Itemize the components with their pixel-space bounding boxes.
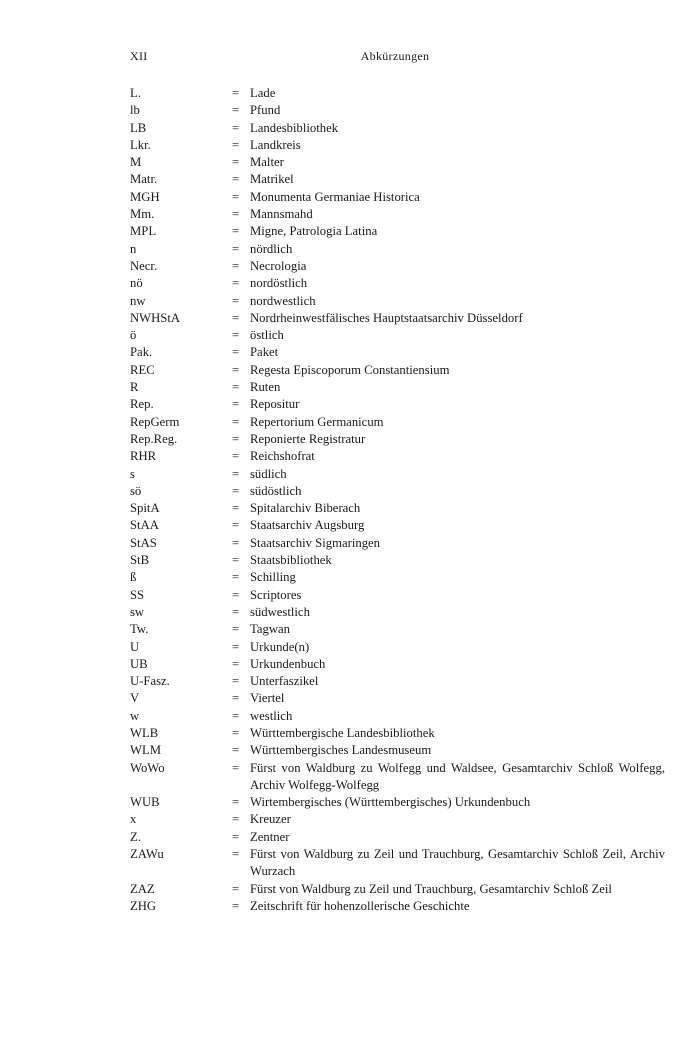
- abbreviation-term: Lkr.: [130, 137, 151, 152]
- abbreviation-entry: [130, 396, 665, 413]
- abbreviation-entry: [130, 604, 665, 621]
- equals-sign: =: [232, 743, 240, 758]
- equals-sign: =: [232, 207, 240, 222]
- equals-sign: =: [232, 120, 240, 135]
- equals-sign: =: [232, 189, 240, 204]
- abbreviation-term: NWHStA: [130, 310, 181, 325]
- equals-sign: =: [232, 276, 240, 291]
- abbreviation-entry: [130, 500, 665, 517]
- abbreviation-term: LB: [130, 120, 147, 135]
- abbreviation-entry: [130, 189, 665, 206]
- abbreviation-entry: [130, 448, 665, 465]
- abbreviation-term: x: [130, 812, 137, 827]
- abbreviation-term: StAS: [130, 535, 157, 550]
- abbreviation-entry: [130, 725, 665, 742]
- abbreviation-term: n: [130, 241, 137, 256]
- abbreviation-definition: Viertel: [250, 691, 285, 706]
- abbreviation-term: Matr.: [130, 172, 158, 187]
- abbreviation-entry: [130, 241, 665, 258]
- abbreviation-definition: Württembergische Landesbibliothek: [250, 725, 435, 740]
- equals-sign: =: [232, 847, 240, 862]
- equals-sign: =: [232, 310, 240, 325]
- abbreviation-term: Pak.: [130, 345, 153, 360]
- abbreviation-term: V: [130, 691, 140, 706]
- abbreviation-term: lb: [130, 103, 140, 118]
- abbreviation-entry: [130, 85, 665, 102]
- abbreviation-definition: südwestlich: [250, 604, 310, 619]
- abbreviation-entry: [130, 569, 665, 586]
- abbreviation-definition: Fürst von Waldburg zu Zeil und Trauchburg, Gesamtarchiv Schloß Zeil, Archiv Wurzach: [250, 847, 665, 879]
- equals-sign: =: [232, 86, 240, 100]
- abbreviation-definition: Landesbibliothek: [250, 120, 339, 135]
- page-number: XII: [130, 49, 148, 63]
- equals-sign: =: [232, 431, 240, 446]
- equals-sign: =: [232, 587, 240, 602]
- equals-sign: =: [232, 708, 240, 723]
- abbreviation-entry: [130, 431, 665, 448]
- abbreviation-entry: [130, 846, 665, 881]
- abbreviation-definition: westlich: [250, 708, 293, 723]
- abbreviation-definition: Scriptores: [250, 587, 302, 602]
- abbreviation-entry: [130, 587, 665, 604]
- abbreviation-entry: [130, 137, 665, 154]
- abbreviation-term: SpitA: [130, 501, 160, 516]
- equals-sign: =: [232, 137, 240, 152]
- abbreviation-term: ß: [130, 570, 137, 585]
- equals-sign: =: [232, 604, 240, 619]
- abbreviation-definition: Staatsbibliothek: [250, 553, 332, 568]
- equals-sign: =: [232, 760, 240, 775]
- equals-sign: =: [232, 501, 240, 516]
- equals-sign: =: [232, 795, 240, 810]
- abbreviation-term: U: [130, 639, 140, 654]
- equals-sign: =: [232, 449, 240, 464]
- abbreviation-term: WLM: [130, 743, 162, 758]
- abbreviation-entry: [130, 362, 665, 379]
- abbreviation-entry: [130, 898, 665, 915]
- abbreviation-term: nö: [130, 276, 143, 291]
- abbreviation-list: [130, 85, 665, 915]
- abbreviation-definition: Necrologia: [250, 258, 307, 273]
- abbreviation-term: ZHG: [130, 898, 157, 913]
- abbreviation-entry: [130, 794, 665, 811]
- abbreviation-definition: Lade: [250, 86, 276, 100]
- abbreviation-definition: Repositur: [250, 397, 300, 412]
- equals-sign: =: [232, 258, 240, 273]
- abbreviation-term: Z.: [130, 829, 141, 844]
- abbreviation-definition: Schilling: [250, 570, 296, 585]
- abbreviation-term: ö: [130, 328, 137, 343]
- equals-sign: =: [232, 812, 240, 827]
- abbreviation-term: nw: [130, 293, 146, 308]
- equals-sign: =: [232, 362, 240, 377]
- equals-sign: =: [232, 898, 240, 913]
- abbreviation-entry: [130, 881, 665, 898]
- equals-sign: =: [232, 553, 240, 568]
- abbreviation-definition: Tagwan: [250, 622, 290, 637]
- equals-sign: =: [232, 414, 240, 429]
- abbreviation-definition: Reponierte Registratur: [250, 431, 366, 446]
- equals-sign: =: [232, 466, 240, 481]
- equals-sign: =: [232, 293, 240, 308]
- running-title: Abkürzungen: [360, 49, 430, 63]
- abbreviation-definition: östlich: [250, 328, 284, 343]
- equals-sign: =: [232, 639, 240, 654]
- abbreviation-definition: nordöstlich: [250, 276, 308, 291]
- equals-sign: =: [232, 829, 240, 844]
- abbreviation-definition: Landkreis: [250, 137, 301, 152]
- abbreviation-term: Rep.: [130, 397, 154, 412]
- abbreviation-term: StAA: [130, 518, 159, 533]
- abbreviation-definition: südöstlich: [250, 483, 302, 498]
- abbreviation-definition: Mannsmahd: [250, 207, 313, 222]
- abbreviation-definition: Pfund: [250, 103, 281, 118]
- abbreviation-term: StB: [130, 553, 150, 568]
- abbreviation-definition: Wirtembergisches (Württembergisches) Urkundenbuch: [250, 795, 531, 810]
- abbreviation-entry: [130, 379, 665, 396]
- abbreviation-entry: [130, 102, 665, 119]
- abbreviation-term: WUB: [130, 795, 160, 810]
- abbreviation-term: Mm.: [130, 207, 155, 222]
- abbreviation-entry: [130, 206, 665, 223]
- abbreviation-entry: [130, 275, 665, 292]
- abbreviation-definition: Spitalarchiv Biberach: [250, 501, 361, 516]
- equals-sign: =: [232, 570, 240, 585]
- abbreviation-entry: [130, 466, 665, 483]
- abbreviation-term: SS: [130, 587, 145, 602]
- abbreviation-term: WoWo: [130, 760, 165, 775]
- abbreviation-term: Rep.Reg.: [130, 431, 178, 446]
- abbreviation-definition: nordwestlich: [250, 293, 316, 308]
- equals-sign: =: [232, 103, 240, 118]
- abbreviation-term: ZAWu: [130, 847, 164, 862]
- equals-sign: =: [232, 881, 240, 896]
- abbreviation-definition: Urkundenbuch: [250, 656, 326, 671]
- equals-sign: =: [232, 224, 240, 239]
- abbreviation-entry: [130, 656, 665, 673]
- abbreviation-definition: Malter: [250, 155, 284, 170]
- abbreviation-term: MGH: [130, 189, 160, 204]
- equals-sign: =: [232, 725, 240, 740]
- abbreviation-entry: [130, 639, 665, 656]
- abbreviation-definition: Matrikel: [250, 172, 294, 187]
- equals-sign: =: [232, 674, 240, 689]
- abbreviation-definition: Fürst von Waldburg zu Zeil und Trauchburg, Gesamtarchiv Schloß Zeil: [250, 881, 612, 896]
- abbreviation-entry: [130, 344, 665, 361]
- abbreviation-term: Tw.: [130, 622, 149, 637]
- abbreviation-entry: [130, 327, 665, 344]
- abbreviation-definition: Repertorium Germanicum: [250, 414, 384, 429]
- abbreviation-definition: südlich: [250, 466, 287, 481]
- equals-sign: =: [232, 397, 240, 412]
- abbreviation-term: R: [130, 380, 139, 395]
- abbreviation-entry: [130, 829, 665, 846]
- equals-sign: =: [232, 691, 240, 706]
- abbreviation-term: RHR: [130, 449, 157, 464]
- abbreviation-definition: Regesta Episcoporum Constantiensium: [250, 362, 450, 377]
- equals-sign: =: [232, 380, 240, 395]
- equals-sign: =: [232, 656, 240, 671]
- abbreviation-entry: [130, 535, 665, 552]
- abbreviation-term: M: [130, 155, 142, 170]
- equals-sign: =: [232, 241, 240, 256]
- equals-sign: =: [232, 483, 240, 498]
- abbreviation-term: RepGerm: [130, 414, 180, 429]
- abbreviation-entry: [130, 621, 665, 638]
- equals-sign: =: [232, 345, 240, 360]
- abbreviation-entry: [130, 483, 665, 500]
- abbreviation-entry: [130, 742, 665, 759]
- abbreviation-entry: [130, 414, 665, 431]
- abbreviation-term: WLB: [130, 725, 159, 740]
- abbreviation-entry: [130, 120, 665, 137]
- abbreviation-entry: [130, 690, 665, 707]
- abbreviation-term: sw: [130, 604, 145, 619]
- abbreviation-entry: [130, 811, 665, 828]
- abbreviation-term: Necr.: [130, 258, 158, 273]
- abbreviation-definition: Zeitschrift für hohenzollerische Geschichte: [250, 898, 470, 913]
- abbreviation-entry: [130, 552, 665, 569]
- equals-sign: =: [232, 172, 240, 187]
- abbreviation-entry: [130, 154, 665, 171]
- equals-sign: =: [232, 622, 240, 637]
- abbreviation-definition: Reichshofrat: [250, 449, 315, 464]
- equals-sign: =: [232, 155, 240, 170]
- abbreviation-entry: [130, 708, 665, 725]
- abbreviation-term: sö: [130, 483, 142, 498]
- abbreviation-definition: Nordrheinwestfälisches Hauptstaatsarchiv Düsseldorf: [250, 310, 523, 325]
- abbreviation-entry: [130, 310, 665, 327]
- abbreviation-term: UB: [130, 656, 148, 671]
- abbreviation-entry: [130, 223, 665, 240]
- abbreviation-definition: nördlich: [250, 241, 293, 256]
- abbreviation-entry: [130, 258, 665, 275]
- abbreviation-term: L.: [130, 86, 141, 100]
- abbreviation-term: REC: [130, 362, 155, 377]
- running-head: [130, 49, 660, 67]
- abbreviation-definition: Staatsarchiv Augsburg: [250, 518, 365, 533]
- equals-sign: =: [232, 535, 240, 550]
- abbreviation-entry: [130, 517, 665, 534]
- equals-sign: =: [232, 328, 240, 343]
- abbreviation-term: MPL: [130, 224, 157, 239]
- abbreviation-definition: Württembergisches Landesmuseum: [250, 743, 432, 758]
- abbreviation-definition: Fürst von Waldburg zu Wolfegg und Waldsee, Gesamtarchiv Schloß Wolfegg, Archiv Wolfegg-Wolfegg: [250, 760, 665, 792]
- abbreviation-entry: [130, 293, 665, 310]
- abbreviation-definition: Zentner: [250, 829, 290, 844]
- abbreviation-term: U-Fasz.: [130, 674, 170, 689]
- abbreviation-definition: Unterfaszikel: [250, 674, 319, 689]
- abbreviation-entry: [130, 171, 665, 188]
- abbreviation-definition: Migne, Patrologia Latina: [250, 224, 378, 239]
- abbreviation-definition: Kreuzer: [250, 812, 291, 827]
- equals-sign: =: [232, 518, 240, 533]
- abbreviation-definition: Staatsarchiv Sigmaringen: [250, 535, 381, 550]
- abbreviation-entry: [130, 673, 665, 690]
- abbreviation-term: s: [130, 466, 135, 481]
- abbreviation-definition: Urkunde(n): [250, 639, 310, 654]
- abbreviation-definition: Monumenta Germaniae Historica: [250, 189, 420, 204]
- abbreviation-definition: Paket: [250, 345, 279, 360]
- abbreviation-definition: Ruten: [250, 380, 281, 395]
- abbreviation-term: ZAZ: [130, 881, 155, 896]
- abbreviation-term: w: [130, 708, 140, 723]
- abbreviation-entry: [130, 760, 665, 795]
